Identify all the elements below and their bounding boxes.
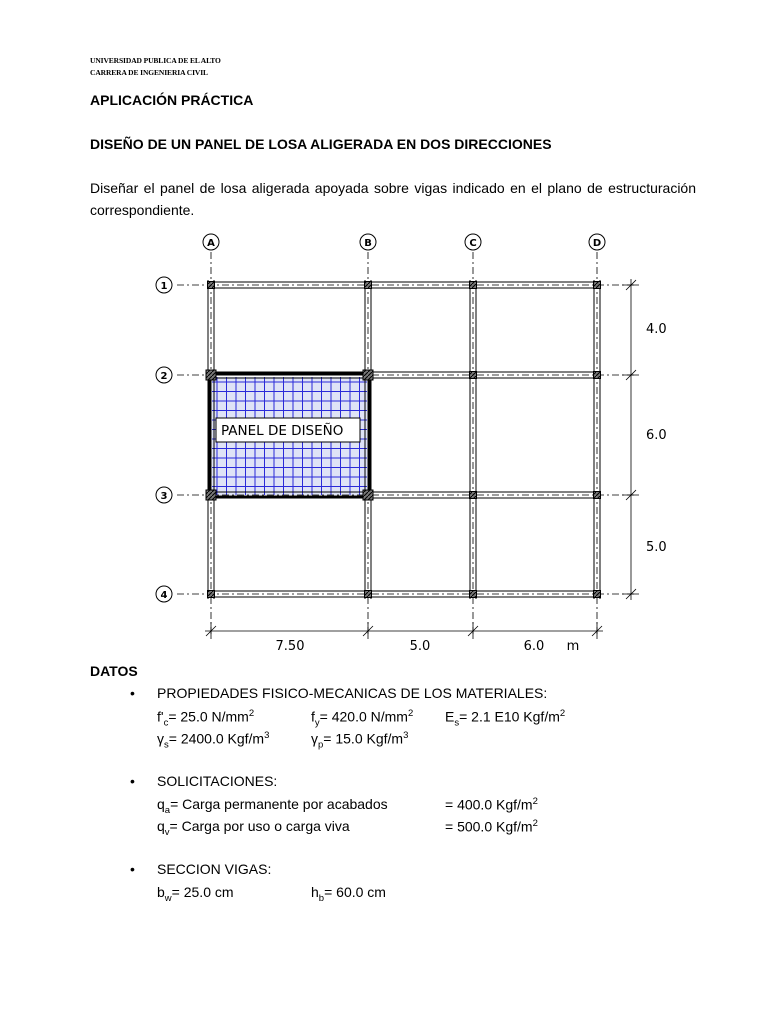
qa-description: $q_a=$ Carga permanente por acabados <box>157 796 388 816</box>
datos-heading: DATOS <box>90 663 138 679</box>
span-unit: m <box>566 639 580 654</box>
span-bc: 5.0 <box>409 639 431 654</box>
column <box>363 490 373 500</box>
qa-value: = 400.0 Kgf/$m^2$ <box>445 796 538 813</box>
panel-label: PANEL DE DISEÑO <box>221 423 344 439</box>
es-value: $E_s= 2.1$ E10 Kgf/$m^2$ <box>445 708 566 729</box>
column <box>470 282 477 289</box>
fc-value: $f'_c= 25.0$ $N/mm^2$ <box>157 708 255 729</box>
bullet-dot: • <box>130 773 135 789</box>
axis-label-a: A <box>207 238 215 249</box>
axis-label-2: 2 <box>160 371 168 382</box>
span-23: 6.0 <box>646 428 667 443</box>
column <box>365 591 372 598</box>
hb-value: $h_b= 60.0$ cm <box>311 884 386 904</box>
axis-label-3: 3 <box>160 491 168 502</box>
gamma-s-value: $\gamma_s= 2400.0$ Kgf/$m^3$ <box>157 730 270 751</box>
beams-title: SECCION VIGAS: <box>157 861 272 877</box>
bullet-dot: • <box>130 685 135 701</box>
loads-title: SOLICITACIONES: <box>157 773 278 789</box>
university-name: UNIVERSIDAD PUBLICA DE EL ALTO <box>90 56 221 65</box>
career-name: CARRERA DE INGENIERIA CIVIL <box>90 68 208 77</box>
axis-label-4: 4 <box>160 590 168 601</box>
column <box>208 591 215 598</box>
qv-description: $q_v=$ Carga por uso o carga viva <box>157 818 350 838</box>
column <box>594 492 601 499</box>
axis-label-d: D <box>592 238 602 249</box>
column <box>206 490 216 500</box>
column <box>470 492 477 499</box>
column <box>594 591 601 598</box>
axis-label-b: B <box>364 238 372 249</box>
column <box>594 372 601 379</box>
span-ab: 7.50 <box>275 639 305 654</box>
column <box>363 370 373 380</box>
column <box>594 282 601 289</box>
column <box>208 282 215 289</box>
qv-value: = 500.0 Kgf/$m^2$ <box>445 818 538 835</box>
intro-paragraph: Diseñar el panel de losa aligerada apoyada sobre vigas indicado en el plano de estructuración correspondiente. <box>90 180 696 218</box>
column <box>470 372 477 379</box>
gamma-p-value: $\gamma_p= 15.0$ Kgf/$m^3$ <box>311 730 409 751</box>
column <box>470 591 477 598</box>
bw-value: $b_w= 25.0$ cm <box>157 884 234 904</box>
span-cd: 6.0 <box>523 639 545 654</box>
column <box>206 370 216 380</box>
span-12: 4.0 <box>646 322 667 337</box>
materials-title: PROPIEDADES FISICO-MECANICAS DE LOS MATERIALES: <box>157 685 548 701</box>
fy-value: $f_y= 420.0$ $N/mm^2$ <box>311 708 414 729</box>
section-subtitle: DISEÑO DE UN PANEL DE LOSA ALIGERADA EN DOS DIRECCIONES <box>90 136 552 152</box>
bullet-dot: • <box>130 861 135 877</box>
axis-label-c: C <box>469 238 477 249</box>
axis-label-1: 1 <box>160 281 168 292</box>
span-34: 5.0 <box>646 540 667 555</box>
column <box>365 282 372 289</box>
page-title: APLICACIÓN PRÁCTICA <box>90 92 254 108</box>
